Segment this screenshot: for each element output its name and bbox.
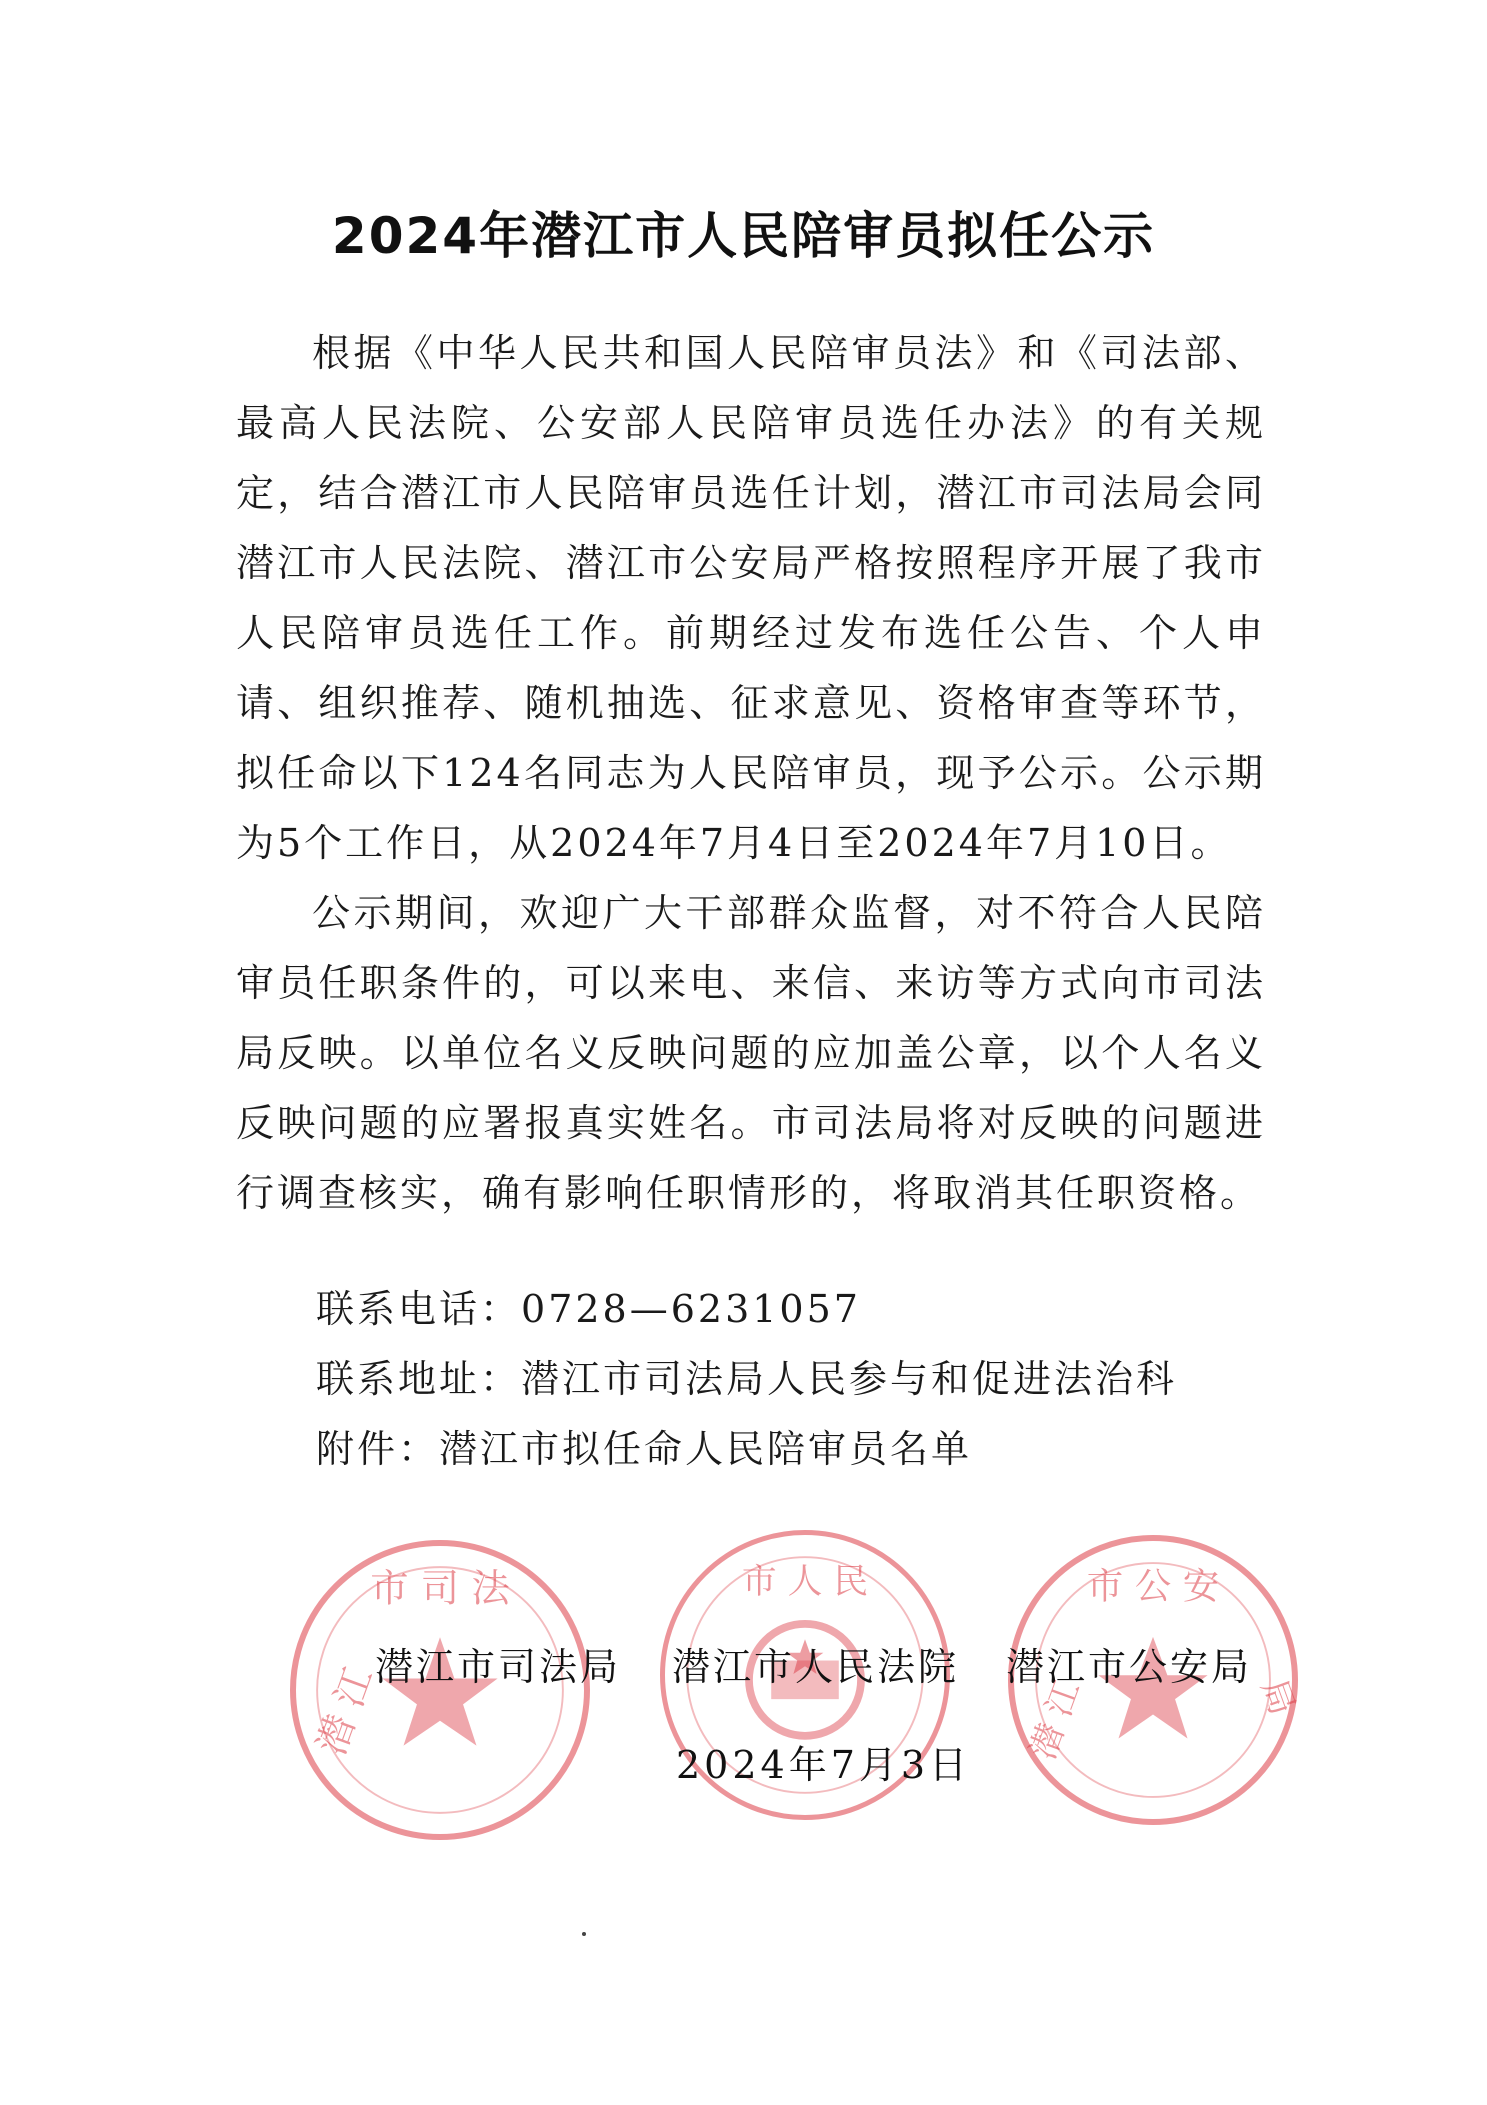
document-body (236, 318, 1266, 1228)
contact-phone-line (316, 1274, 861, 1344)
contact-address-line (316, 1344, 1177, 1414)
svg-text:市 公 安: 市 公 安 (1086, 1564, 1220, 1608)
signature-court: 潜江市人民法院 (672, 1645, 960, 1689)
attachment: 潜江市拟任命人民陪审员名单 (439, 1427, 973, 1471)
signature-date: 2024年7月3日 (676, 1743, 972, 1787)
paragraph-2: 公示期间，欢迎广大干部群众监督，对不符合人民陪审员任职条件的，可以来电、来信、来访等方式向市司法局反映。以单位名义反映问题的应加盖公章，以个人名义反映问题的应署报真实姓名。市司法局将对反映的问题进行调查核实，确有影响任职情形的，将取消其任职资格。 (236, 891, 1266, 1215)
svg-text:局: 局 (1252, 1674, 1303, 1721)
attachment-label: 附件： (316, 1427, 440, 1471)
svg-text:潜 江: 潜 江 (309, 1661, 382, 1761)
paragraph-1: 根据《中华人民共和国人民陪审员法》和《司法部、最高人民法院、公安部人民陪审员选任办法》的有关规定，结合潜江市人民陪审员选任计划，潜江市司法局会同潜江市人民法院、潜江市公安局严格按照程序开展了我市人民陪审员选任工作。前期经过发布选任公告、个人申请、组织推荐、随机抽选、征求意见、资格审查等环节，拟任命以下124名同志为人民陪审员，现予公示。公示期为5个工作日，从2024年7月4日至2024年7月10日。 (236, 331, 1266, 865)
attachment-line (316, 1414, 972, 1484)
contact-address: 潜江市司法局人民参与和促进法治科 (521, 1357, 1178, 1401)
contact-address-label: 联系地址： (316, 1357, 522, 1401)
signature-public-security: 潜江市公安局 (1006, 1645, 1253, 1689)
svg-text:潜 江: 潜 江 (1023, 1675, 1089, 1765)
scan-speck (582, 1932, 586, 1936)
contact-phone-label: 联系电话： (316, 1287, 522, 1331)
svg-text:市 司 法: 市 司 法 (370, 1566, 510, 1612)
contact-phone: 0728—6231057 (521, 1287, 861, 1331)
document-title: 2024年潜江市人民陪审员拟任公示 (331, 207, 1156, 265)
svg-text:市 人 民: 市 人 民 (741, 1561, 869, 1602)
signature-justice-bureau: 潜江市司法局 (375, 1645, 622, 1689)
